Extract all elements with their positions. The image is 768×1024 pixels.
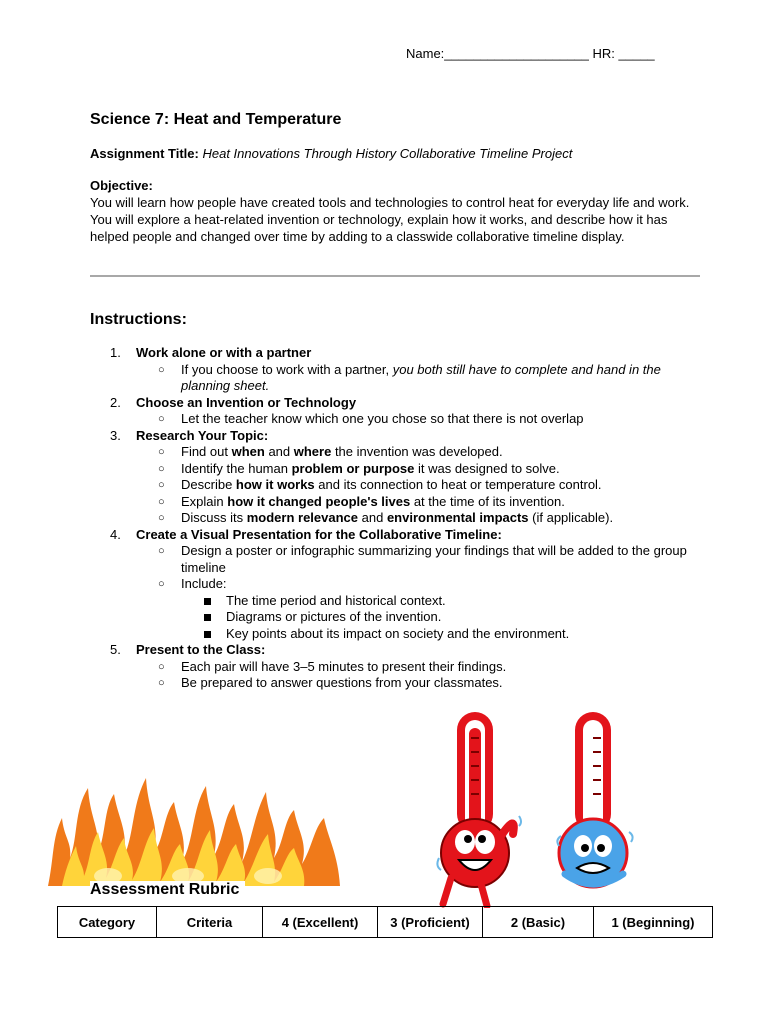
bullet-emphasis: where (293, 444, 332, 459)
bullet-emphasis: problem or purpose (291, 460, 415, 476)
bullet-item (110, 444, 710, 461)
bullet-item (110, 659, 710, 676)
rubric-heading: Assessment Rubric (90, 881, 245, 899)
assignment-title (90, 146, 572, 161)
step-title: Choose an Invention or Technology (136, 394, 357, 410)
bullet-item (110, 510, 710, 527)
rubric-header-row (58, 907, 713, 938)
instructions-list (110, 345, 710, 692)
bullet-emphasis: how it works (235, 477, 315, 492)
bullet-item (110, 576, 710, 593)
bullet-text: Explain (181, 493, 228, 509)
circle-bullet-icon: ○ (158, 462, 165, 475)
step-number: 4. (110, 526, 121, 542)
sub-bullet-text: Diagrams or pictures of the invention. (226, 609, 442, 624)
step-number: 5. (110, 642, 121, 657)
assignment-title-label: Assignment Title: (90, 146, 199, 161)
rubric-table (57, 906, 713, 938)
bullet-text: Let the teacher know which one you chose so that there is not overlap (181, 411, 584, 426)
square-bullet-icon (204, 631, 211, 638)
bullet-item (110, 675, 710, 692)
circle-bullet-icon: ○ (158, 363, 165, 376)
rubric-column-header: 3 (Proficient) (378, 907, 483, 938)
circle-bullet-icon: ○ (158, 660, 165, 673)
instruction-step-2 (110, 395, 710, 412)
flames-image (48, 758, 340, 886)
bullet-item (110, 461, 710, 478)
bullet-item (110, 494, 710, 511)
rubric-column-header: Criteria (157, 907, 263, 938)
hot-thermometer-icon (437, 712, 521, 906)
step-title: Work alone or with a partner (136, 345, 312, 360)
rubric-column-header: 2 (Basic) (483, 907, 594, 938)
instruction-step-3 (110, 428, 710, 445)
bullet-text: the invention was developed. (331, 444, 503, 459)
bullet-text: Describe (181, 477, 236, 492)
bullet-text: Each pair will have 3–5 minutes to present their findings. (181, 658, 507, 674)
bullet-text: (if applicable). (528, 510, 614, 525)
name-hr-line: Name:____________________ HR: _____ (406, 46, 655, 61)
bullet-emphasis: how it changed people's lives (227, 493, 411, 509)
rubric-column-header: 1 (Beginning) (594, 907, 713, 938)
step-title: Create a Visual Presentation for the Collaborative Timeline: (136, 526, 502, 542)
step-number: 3. (110, 427, 121, 443)
rubric-column-header: Category (58, 907, 157, 938)
circle-bullet-icon: ○ (158, 479, 165, 491)
instruction-step-5 (110, 642, 710, 659)
instruction-step-1 (110, 345, 710, 362)
bullet-item (110, 411, 710, 428)
circle-bullet-icon: ○ (158, 578, 165, 590)
bullet-text: Find out (181, 444, 232, 459)
bullet-text: at the time of its invention. (410, 493, 565, 509)
bullet-text: Discuss its (181, 510, 247, 525)
circle-bullet-icon: ○ (158, 446, 165, 458)
cold-thermometer-icon (557, 712, 632, 887)
bullet-emphasis: when (231, 444, 265, 459)
circle-bullet-icon: ○ (158, 512, 165, 524)
bullet-text: and (358, 510, 387, 525)
bullet-text: Identify the human (181, 460, 292, 476)
circle-bullet-icon: ○ (158, 677, 165, 689)
bullet-text: it was designed to solve. (414, 460, 560, 476)
bullet-item (110, 477, 710, 494)
step-title: Research Your Topic: (136, 427, 269, 443)
circle-bullet-icon: ○ (158, 413, 165, 425)
sub-bullet-item (110, 626, 710, 643)
bullet-text: Design a poster or infographic summarizing your findings that will be added to the group timeline (181, 543, 687, 575)
instructions-heading: Instructions: (90, 311, 187, 328)
page-title: Science 7: Heat and Temperature (90, 111, 342, 128)
section-divider (90, 275, 700, 277)
rubric-column-header: 4 (Excellent) (263, 907, 378, 938)
instruction-step-4 (110, 527, 710, 544)
circle-bullet-icon: ○ (158, 495, 165, 508)
objective-label: Objective: (90, 178, 153, 193)
square-bullet-icon (204, 614, 211, 621)
sub-bullet-item (110, 593, 710, 610)
bullet-emphasis: environmental impacts (386, 510, 529, 525)
bullet-text: If you choose to work with a partner, (181, 361, 393, 377)
sub-bullet-item (110, 609, 710, 626)
bullet-text: Be prepared to answer questions from your classmates. (181, 675, 503, 690)
bullet-item (110, 362, 710, 395)
step-title: Present to the Class: (136, 642, 266, 657)
step-number: 2. (110, 394, 121, 410)
sub-bullet-text: Key points about its impact on society and the environment. (226, 625, 570, 641)
sub-bullet-text: The time period and historical context. (226, 592, 446, 608)
bullet-item (110, 543, 710, 576)
objective-text: You will learn how people have created tools and technologies to control heat for everyday life and work. You will explore a heat-related invention or technology, explain how it works, and describe how it has helped people and changed over time by adding to a classwide collaborative timeline display. (90, 195, 690, 244)
step-number: 1. (110, 345, 121, 360)
thermometers-image (425, 708, 640, 908)
assignment-title-value: Heat Innovations Through History Collaborative Timeline Project (202, 146, 573, 161)
circle-bullet-icon: ○ (158, 545, 165, 557)
bullet-text: Include: (181, 576, 227, 591)
bullet-text: and (264, 444, 294, 459)
bullet-emphasis: modern relevance (246, 510, 359, 525)
bullet-emphasis: you both still have to complete and hand in the planning sheet. (181, 361, 661, 393)
square-bullet-icon (204, 598, 211, 605)
bullet-text: and its connection to heat or temperature control. (314, 477, 602, 492)
